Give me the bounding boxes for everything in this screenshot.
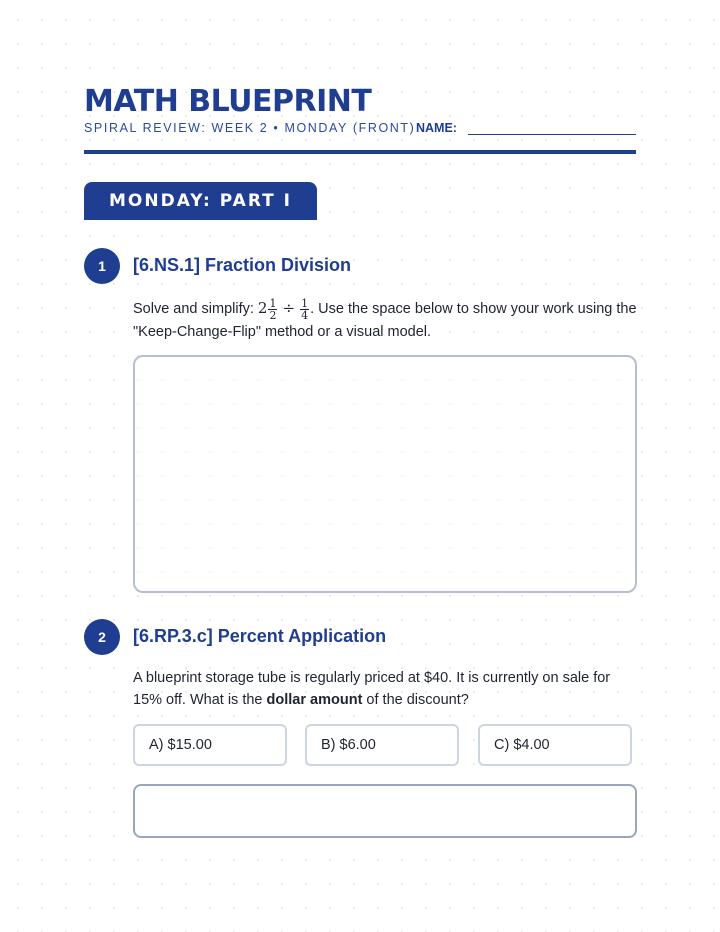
question-2-prompt-prefix: A blueprint storage tube is regularly priced at $40. It is currently on sale for 15% off. What is the — [133, 670, 611, 708]
question-1-prompt-suffix: . Use the space below to show your work using the "Keep-Change-Flip" method or a visual model. — [133, 301, 637, 340]
name-field[interactable] — [468, 134, 636, 135]
fraction-denominator: 4 — [301, 308, 309, 322]
fraction-numerator: 1 — [301, 296, 309, 310]
question-2-prompt-suffix: of the discount? — [362, 692, 469, 708]
division-operator: ÷ — [282, 299, 296, 317]
fraction-numerator: 1 — [269, 296, 277, 310]
choice-c[interactable]: C) $4.00 — [478, 724, 632, 766]
question-2-badge: 2 — [84, 619, 120, 655]
question-2-title: [6.RP.3.c] Percent Application — [133, 626, 387, 646]
answer-box[interactable] — [133, 784, 637, 838]
page-title: MATH BLUEPRINT — [84, 84, 372, 119]
question-1-title: [6.NS.1] Fraction Division — [133, 255, 352, 275]
fraction-denominator: 2 — [269, 308, 277, 322]
name-label: NAME: — [416, 121, 457, 135]
question-1-prompt-prefix: Solve and simplify: — [133, 301, 258, 317]
question-2-prompt — [133, 667, 643, 711]
fraction-one-quarter — [300, 298, 309, 321]
mixed-number-whole: 2 — [257, 299, 268, 317]
work-space-box[interactable] — [133, 355, 637, 593]
section-banner: MONDAY: PART I — [84, 182, 317, 220]
question-2-prompt-bold: dollar amount — [266, 692, 363, 708]
choice-a[interactable]: A) $15.00 — [133, 724, 287, 766]
question-1-badge: 1 — [84, 248, 120, 284]
header-divider — [84, 150, 636, 154]
choice-b[interactable]: B) $6.00 — [305, 724, 459, 766]
page-subtitle: SPIRAL REVIEW: WEEK 2 • MONDAY (FRONT) — [84, 121, 416, 135]
question-1-prompt — [133, 297, 643, 343]
fraction-one-half — [268, 298, 277, 321]
